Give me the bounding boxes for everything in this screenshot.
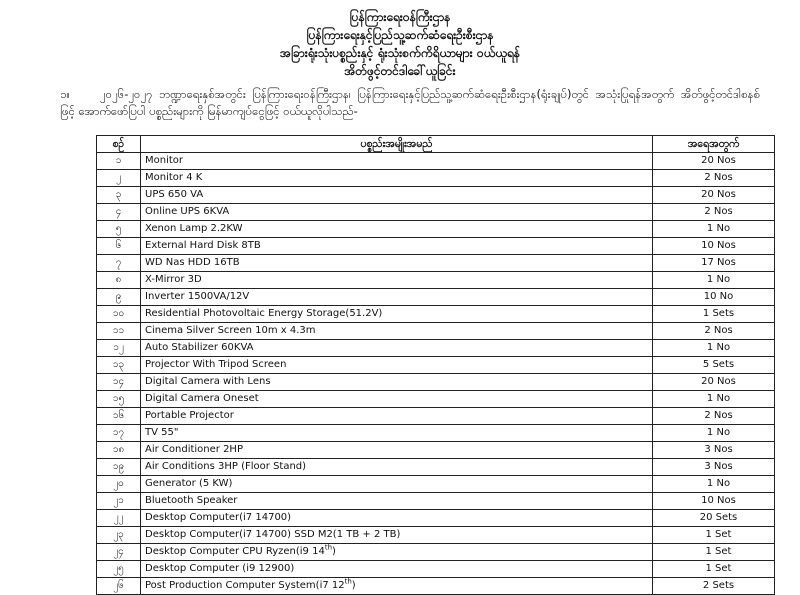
row-quantity: 20 Nos [653,153,775,170]
row-quantity: 10 No [653,289,775,306]
item-text: Digital Camera Oneset [145,393,259,404]
row-item-name [141,493,653,510]
row-quantity: 17 Nos [653,255,775,272]
item-superscript: th [324,543,333,552]
row-serial: ၂၀ [97,476,141,493]
item-text: Cinema Silver Screen 10m x 4.3m [145,325,316,336]
row-quantity: 10 Nos [653,493,775,510]
item-text: Generator (5 KW) [145,478,233,489]
table-header-row [97,136,775,153]
item-superscript: th [344,577,352,586]
row-item-name [141,425,653,442]
item-text: Post Production Computer System(i7 12 [145,580,345,591]
row-serial: ၁၄ [97,374,141,391]
table-row [97,340,775,357]
row-item-name [141,391,653,408]
table-row [97,510,775,527]
row-item-name [141,289,653,306]
row-serial: ၁၈ [97,442,141,459]
row-item-name [141,221,653,238]
row-serial: ၁၆ [97,408,141,425]
table-row [97,221,775,238]
table-row [97,391,775,408]
row-quantity: 2 Sets [653,578,775,595]
item-text: Monitor 4 K [145,172,203,183]
row-quantity: 20 Nos [653,374,775,391]
row-quantity: 1 No [653,272,775,289]
row-quantity: 1 No [653,340,775,357]
item-text: Auto Stabilizer 60KVA [145,342,254,353]
department-title: ပြန်ကြားရေးနှင့်ပြည်သူ့ဆက်ဆံရေးဦးစီးဌာန [306,28,494,42]
row-serial: ၁၂ [97,340,141,357]
row-item-name [141,272,653,289]
header-serial: စဉ် [97,136,141,153]
row-item-name [141,510,653,527]
row-serial: ၁၀ [97,306,141,323]
row-serial: ၆ [97,238,141,255]
table-row [97,544,775,561]
tender-type: အိတ်ဖွင့်တင်ဒါခေါ်ယူခြင်း [344,64,456,78]
row-quantity: 3 Nos [653,442,775,459]
table-row [97,442,775,459]
item-text: Inverter 1500VA/12V [145,291,250,302]
row-item-name [141,255,653,272]
row-quantity: 1 No [653,425,775,442]
intro-paragraph [60,86,760,120]
item-text-tail: ) [351,580,356,591]
item-text: Air Conditioner 2HP [145,444,243,455]
row-quantity: 1 Set [653,527,775,544]
row-item-name [141,442,653,459]
header-quantity: အရေအတွက် [653,136,775,153]
row-serial: ၉ [97,289,141,306]
row-item-name [141,204,653,221]
row-item-name [141,527,653,544]
item-text: Xenon Lamp 2.2KW [145,223,243,234]
row-quantity: 10 Nos [653,238,775,255]
item-text: Projector With Tripod Screen [145,359,287,370]
table-row [97,527,775,544]
table-row [97,255,775,272]
tender-subject: အခြားရုံးသုံးပစ္စည်းနှင့် ရုံးသုံးစက်ကိရိယာများ ဝယ်ယူရန် [280,46,520,60]
table-row [97,408,775,425]
table-row [97,306,775,323]
item-text: Monitor [145,155,184,166]
header-item: ပစ္စည်းအမျိုးအမည် [141,136,653,153]
row-item-name [141,561,653,578]
table-row [97,476,775,493]
item-text: X-Mirror 3D [145,274,202,285]
row-serial: ၁၉ [97,459,141,476]
row-quantity: 1 Set [653,561,775,578]
row-serial: ၂၁ [97,493,141,510]
row-quantity: 20 Sets [653,510,775,527]
row-item-name [141,187,653,204]
row-serial: ၃ [97,187,141,204]
row-item-name [141,170,653,187]
row-quantity: 3 Nos [653,459,775,476]
row-item-name [141,306,653,323]
row-serial: ၄ [97,204,141,221]
table-row [97,170,775,187]
row-item-name [141,340,653,357]
document-header [0,0,800,80]
row-serial: ၂ [97,170,141,187]
row-serial: ၂၄ [97,544,141,561]
table-row [97,238,775,255]
row-item-name [141,459,653,476]
row-quantity: 20 Nos [653,187,775,204]
table-row [97,357,775,374]
row-serial: ၁ [97,153,141,170]
row-quantity: 2 Nos [653,204,775,221]
row-quantity: 1 Set [653,544,775,561]
item-text: Desktop Computer (i9 12900) [145,563,295,574]
row-serial: ၂၃ [97,527,141,544]
row-item-name [141,357,653,374]
row-item-name [141,238,653,255]
row-quantity: 1 Sets [653,306,775,323]
table-row [97,459,775,476]
row-serial: ၁၃ [97,357,141,374]
item-text: WD Nas HDD 16TB [145,257,240,268]
table-row [97,374,775,391]
item-text: External Hard Disk 8TB [145,240,261,251]
item-text: Desktop Computer(i7 14700) SSD M2(1 TB + 2 TB) [145,529,401,540]
table-row [97,578,775,595]
row-quantity: 5 Sets [653,357,775,374]
row-serial: ၁၅ [97,391,141,408]
table-row [97,561,775,578]
table-row [97,289,775,306]
row-serial: ၁၇ [97,425,141,442]
row-quantity: 1 No [653,221,775,238]
row-item-name [141,323,653,340]
row-quantity: 1 No [653,391,775,408]
paragraph-number: ၁။ [60,87,70,101]
row-quantity: 2 Nos [653,408,775,425]
table-row [97,425,775,442]
ministry-title: ပြန်ကြားရေးဝန်ကြီးဌာန [349,10,451,24]
row-item-name [141,153,653,170]
row-item-name [141,408,653,425]
item-text: Residential Photovoltaic Energy Storage(51.2V) [145,308,383,319]
row-serial: ၈ [97,272,141,289]
row-quantity: 1 No [653,476,775,493]
row-serial: ၂၂ [97,510,141,527]
item-text: TV 55" [145,427,179,438]
item-text: Bluetooth Speaker [145,495,238,506]
item-text: Desktop Computer CPU Ryzen(i9 14 [145,546,325,557]
item-text: Portable Projector [145,410,234,421]
row-item-name [141,476,653,493]
table-row [97,493,775,510]
row-serial: ၁၁ [97,323,141,340]
item-text: Desktop Computer(i7 14700) [145,512,292,523]
table-row [97,323,775,340]
item-text: UPS 650 VA [145,189,204,200]
items-table [96,135,775,595]
item-text: Digital Camera with Lens [145,376,271,387]
table-row [97,187,775,204]
row-item-name [141,544,653,561]
row-item-name [141,578,653,595]
row-quantity: 2 Nos [653,170,775,187]
item-text-tail: ) [332,546,336,557]
row-quantity: 2 Nos [653,323,775,340]
row-item-name [141,374,653,391]
table-row [97,272,775,289]
item-text: Air Conditions 3HP (Floor Stand) [145,461,307,472]
item-text: Online UPS 6KVA [145,206,230,217]
row-serial: ၂၆ [97,578,141,595]
intro-text: ၂၀၂၆-၂၀၂၇ ဘဏ္ဍာရေးနှစ်အတွင်း ပြန်ကြားရေးဝန်ကြီးဌာန၊ ပြန်ကြားရေးနှင့်ပြည်သူ့ဆက်ဆံရေးဦးစီးဌာန(ရုံးချုပ်)တွင် အသုံးပြုရန်အတွက် အိတ်ဖွင့်တင်ဒါစနစ်ဖြင့် အောက်ဖော်ပြပါ ပစ္စည်းများကို မြန်မာကျပ်ငွေဖြင့် ဝယ်ယူလိုပါသည်- [60,87,760,118]
table-row [97,153,775,170]
row-serial: ၇ [97,255,141,272]
row-serial: ၅ [97,221,141,238]
table-row [97,204,775,221]
row-serial: ၂၅ [97,561,141,578]
